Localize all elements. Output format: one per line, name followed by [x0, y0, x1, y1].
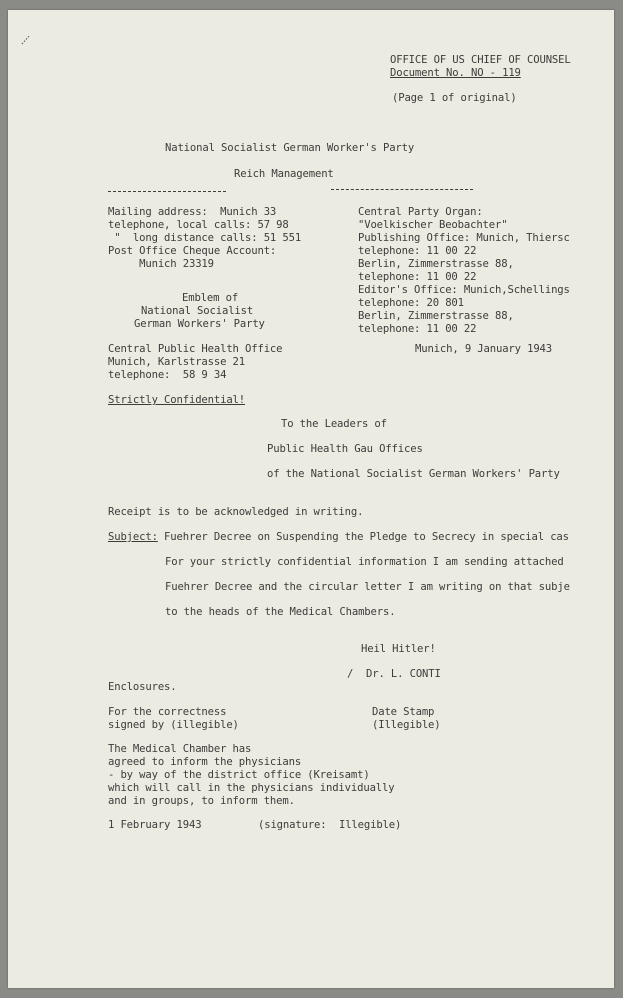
organ-line: Editor's Office: Munich,Schellings: [358, 284, 570, 296]
organ-line: telephone: 11 00 22: [358, 323, 477, 335]
note-line: - by way of the district office (Kreisamt): [108, 769, 370, 781]
receipt-note: Receipt is to be acknowledged in writing.: [108, 506, 364, 518]
note-line: The Medical Chamber has: [108, 743, 252, 755]
document-page: [8, 10, 614, 988]
address-line: Munich 23319: [108, 258, 214, 270]
organ-line: telephone: 20 801: [358, 297, 464, 309]
organ-line: Berlin, Zimmerstrasse 88,: [358, 258, 514, 270]
subject-text: Fuehrer Decree on Suspending the Pledge to Secrecy in special cas: [157, 531, 569, 543]
pen-mark: [20, 32, 34, 46]
organ-line: Berlin, Zimmerstrasse 88,: [358, 310, 514, 322]
confidential-label: Strictly Confidential!: [108, 394, 246, 406]
address-line: Post Office Cheque Account:: [108, 245, 277, 257]
body-line: Fuehrer Decree and the circular letter I am writing on that subje: [165, 581, 570, 593]
organ-line: Publishing Office: Munich, Thiersc: [358, 232, 570, 244]
emblem-line: German Workers' Party: [134, 318, 265, 330]
stamp-line: (Illegible): [372, 719, 441, 731]
reich-management: Reich Management: [234, 168, 334, 180]
addressee-line: Public Health Gau Offices: [267, 443, 423, 455]
office-line: Munich, Karlstrasse 21: [108, 356, 246, 368]
address-line: telephone, local calls: 57 98: [108, 219, 289, 231]
enclosures-label: Enclosures.: [108, 681, 177, 693]
addressee-line: To the Leaders of: [281, 418, 387, 430]
office-line: telephone: 58 9 34: [108, 369, 227, 381]
closing: Heil Hitler!: [361, 643, 436, 655]
signature-mark: /: [347, 668, 354, 680]
emblem-line: National Socialist: [141, 305, 254, 317]
body-line: For your strictly confidential information I am sending attached: [165, 556, 564, 568]
note-line: agreed to inform the physicians: [108, 756, 302, 768]
correctness-line: For the correctness: [108, 706, 227, 718]
page-note: (Page 1 of original): [392, 92, 517, 104]
addressee-line: of the National Socialist German Workers' Party: [267, 468, 560, 480]
document-number: Document No. NO - 119: [390, 67, 521, 79]
address-line: " long distance calls: 51 551: [108, 232, 302, 244]
left-divider: [108, 191, 226, 192]
footer-signature: (signature: Illegible): [258, 819, 402, 831]
letter-date: Munich, 9 January 1943: [415, 343, 553, 355]
signature-name: Dr. L. CONTI: [366, 668, 441, 680]
address-line: Mailing address: Munich 33: [108, 206, 277, 218]
right-divider: [331, 189, 473, 190]
correctness-line: signed by (illegible): [108, 719, 239, 731]
footer-date: 1 February 1943: [108, 819, 202, 831]
organ-line: telephone: 11 00 22: [358, 271, 477, 283]
emblem-line: Emblem of: [182, 292, 239, 304]
body-line: to the heads of the Medical Chambers.: [165, 606, 396, 618]
office-header: OFFICE OF US CHIEF OF COUNSEL: [390, 54, 571, 66]
subject-line: [108, 531, 569, 544]
organ-line: telephone: 11 00 22: [358, 245, 477, 257]
stamp-line: Date Stamp: [372, 706, 435, 718]
note-line: which will call in the physicians individually: [108, 782, 395, 794]
office-line: Central Public Health Office: [108, 343, 283, 355]
subject-label: Subject:: [108, 531, 158, 543]
organ-line: Central Party Organ:: [358, 206, 483, 218]
party-name: National Socialist German Worker's Party: [165, 142, 415, 154]
note-line: and in groups, to inform them.: [108, 795, 295, 807]
organ-line: "Voelkischer Beobachter": [358, 219, 508, 231]
